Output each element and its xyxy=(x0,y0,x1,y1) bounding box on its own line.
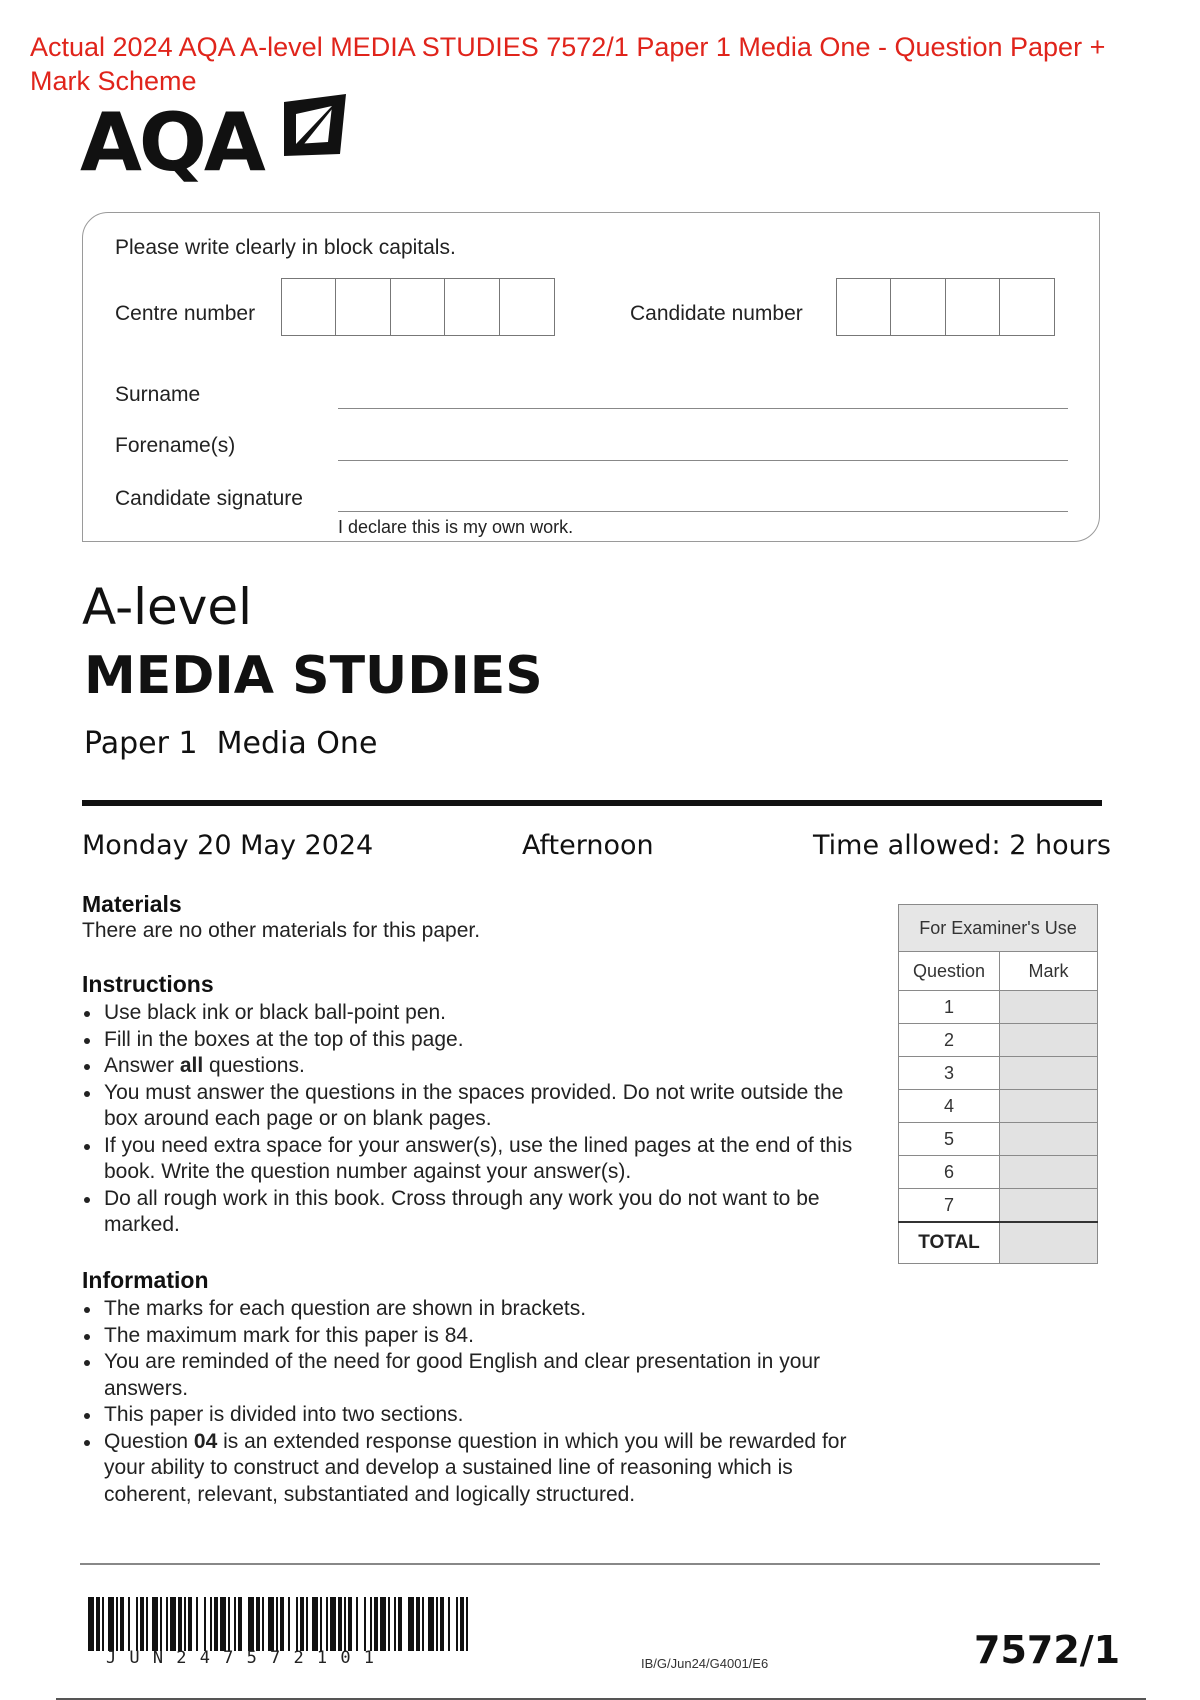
candidate-number-box[interactable] xyxy=(999,278,1055,336)
mark-cell xyxy=(1000,1024,1098,1057)
header-divider xyxy=(82,800,1102,806)
paper-name: Media One xyxy=(216,726,378,761)
table-row: 5 xyxy=(899,1123,1098,1156)
centre-number-box[interactable] xyxy=(281,278,337,336)
paper-number-name xyxy=(84,726,377,761)
declaration-text: I declare this is my own work. xyxy=(338,517,574,537)
table-row: 2 xyxy=(899,1024,1098,1057)
instructions-list xyxy=(82,1000,872,1239)
information-list xyxy=(82,1296,872,1508)
document-title: Actual 2024 AQA A-level MEDIA STUDIES 7572/1 Paper 1 Media One - Question Paper + Mark Scheme xyxy=(30,32,1106,96)
list-item: This paper is divided into two sections. xyxy=(82,1402,872,1429)
block-capitals-instruction: Please write clearly in block capitals. xyxy=(115,236,456,259)
signature-label: Candidate signature xyxy=(115,487,303,510)
table-row: 3 xyxy=(899,1057,1098,1090)
aqa-slash-mark-icon xyxy=(280,92,350,162)
table-row: 6 xyxy=(899,1156,1098,1189)
exam-session: Afternoon xyxy=(522,830,654,861)
candidate-number-box[interactable] xyxy=(945,278,1001,336)
barcode-digits: JUN247572101 xyxy=(106,1648,388,1668)
surname-label: Surname xyxy=(115,383,201,406)
surname-line[interactable] xyxy=(338,408,1068,409)
mark-cell xyxy=(1000,1156,1098,1189)
list-item: The marks for each question are shown in brackets. xyxy=(82,1296,872,1323)
materials-heading: Materials xyxy=(82,891,182,917)
examiners-use-table xyxy=(898,904,1098,1264)
barcode xyxy=(88,1597,472,1651)
mark-cell xyxy=(1000,1057,1098,1090)
signature-line[interactable] xyxy=(338,511,1068,512)
mark-cell xyxy=(1000,1090,1098,1123)
footer-divider xyxy=(80,1563,1100,1565)
list-item: Use black ink or black ball-point pen. xyxy=(82,1000,872,1027)
mark-cell xyxy=(1000,1189,1098,1223)
list-item: The maximum mark for this paper is 84. xyxy=(82,1323,872,1350)
examiners-use-title: For Examiner's Use xyxy=(899,905,1098,952)
exam-date: Monday 20 May 2024 xyxy=(82,830,374,861)
time-allowed: Time allowed: 2 hours xyxy=(813,830,1111,861)
list-item: If you need extra space for your answer(s), use the lined pages at the end of this book. Write the question number against your answer(s). xyxy=(82,1133,872,1186)
candidate-number-box[interactable] xyxy=(836,278,892,336)
candidate-number-label: Candidate number xyxy=(630,302,803,325)
information-heading: Information xyxy=(82,1267,209,1293)
materials-text: There are no other materials for this paper. xyxy=(82,919,481,942)
paper-number: Paper 1 xyxy=(84,726,198,761)
list-item: You are reminded of the need for good English and clear presentation in your answers. xyxy=(82,1349,872,1402)
candidate-number-boxes[interactable] xyxy=(837,278,1055,336)
list-item: Do all rough work in this book. Cross through any work you do not want to be marked. xyxy=(82,1186,872,1239)
total-mark-cell xyxy=(1000,1222,1098,1264)
question-column-header: Question xyxy=(899,952,1000,991)
instructions-heading: Instructions xyxy=(82,971,214,997)
centre-number-box[interactable] xyxy=(335,278,391,336)
reference-code: IB/G/Jun24/G4001/E6 xyxy=(641,1656,769,1671)
mark-cell xyxy=(1000,991,1098,1024)
aqa-logo xyxy=(80,92,350,192)
total-label: TOTAL xyxy=(899,1222,1000,1264)
table-row: 7 xyxy=(899,1189,1098,1223)
centre-number-box[interactable] xyxy=(444,278,500,336)
mark-cell xyxy=(1000,1123,1098,1156)
centre-number-label: Centre number xyxy=(115,302,256,325)
list-item: Question 04 is an extended response question in which you will be rewarded for your ability to construct and develop a sustained line of reasoning which is coherent, relevant, substantiated and logically structured. xyxy=(82,1429,872,1509)
total-row xyxy=(899,1222,1098,1264)
forename-label: Forename(s) xyxy=(115,434,236,457)
centre-number-box[interactable] xyxy=(499,278,555,336)
table-row: 4 xyxy=(899,1090,1098,1123)
list-item: Answer all questions. xyxy=(82,1053,872,1080)
table-row: 1 xyxy=(899,991,1098,1024)
centre-number-box[interactable] xyxy=(390,278,446,336)
logo-text: AQA xyxy=(80,96,263,189)
forename-line[interactable] xyxy=(338,460,1068,461)
paper-level: A-level xyxy=(82,578,253,636)
list-item: You must answer the questions in the spaces provided. Do not write outside the box around each page or on blank pages. xyxy=(82,1080,872,1133)
list-item: Fill in the boxes at the top of this page. xyxy=(82,1027,872,1054)
mark-column-header: Mark xyxy=(1000,952,1098,991)
centre-number-boxes[interactable] xyxy=(282,278,555,336)
paper-subject: MEDIA STUDIES xyxy=(84,646,543,706)
candidate-number-box[interactable] xyxy=(890,278,946,336)
paper-code: 7572/1 xyxy=(974,1628,1121,1672)
